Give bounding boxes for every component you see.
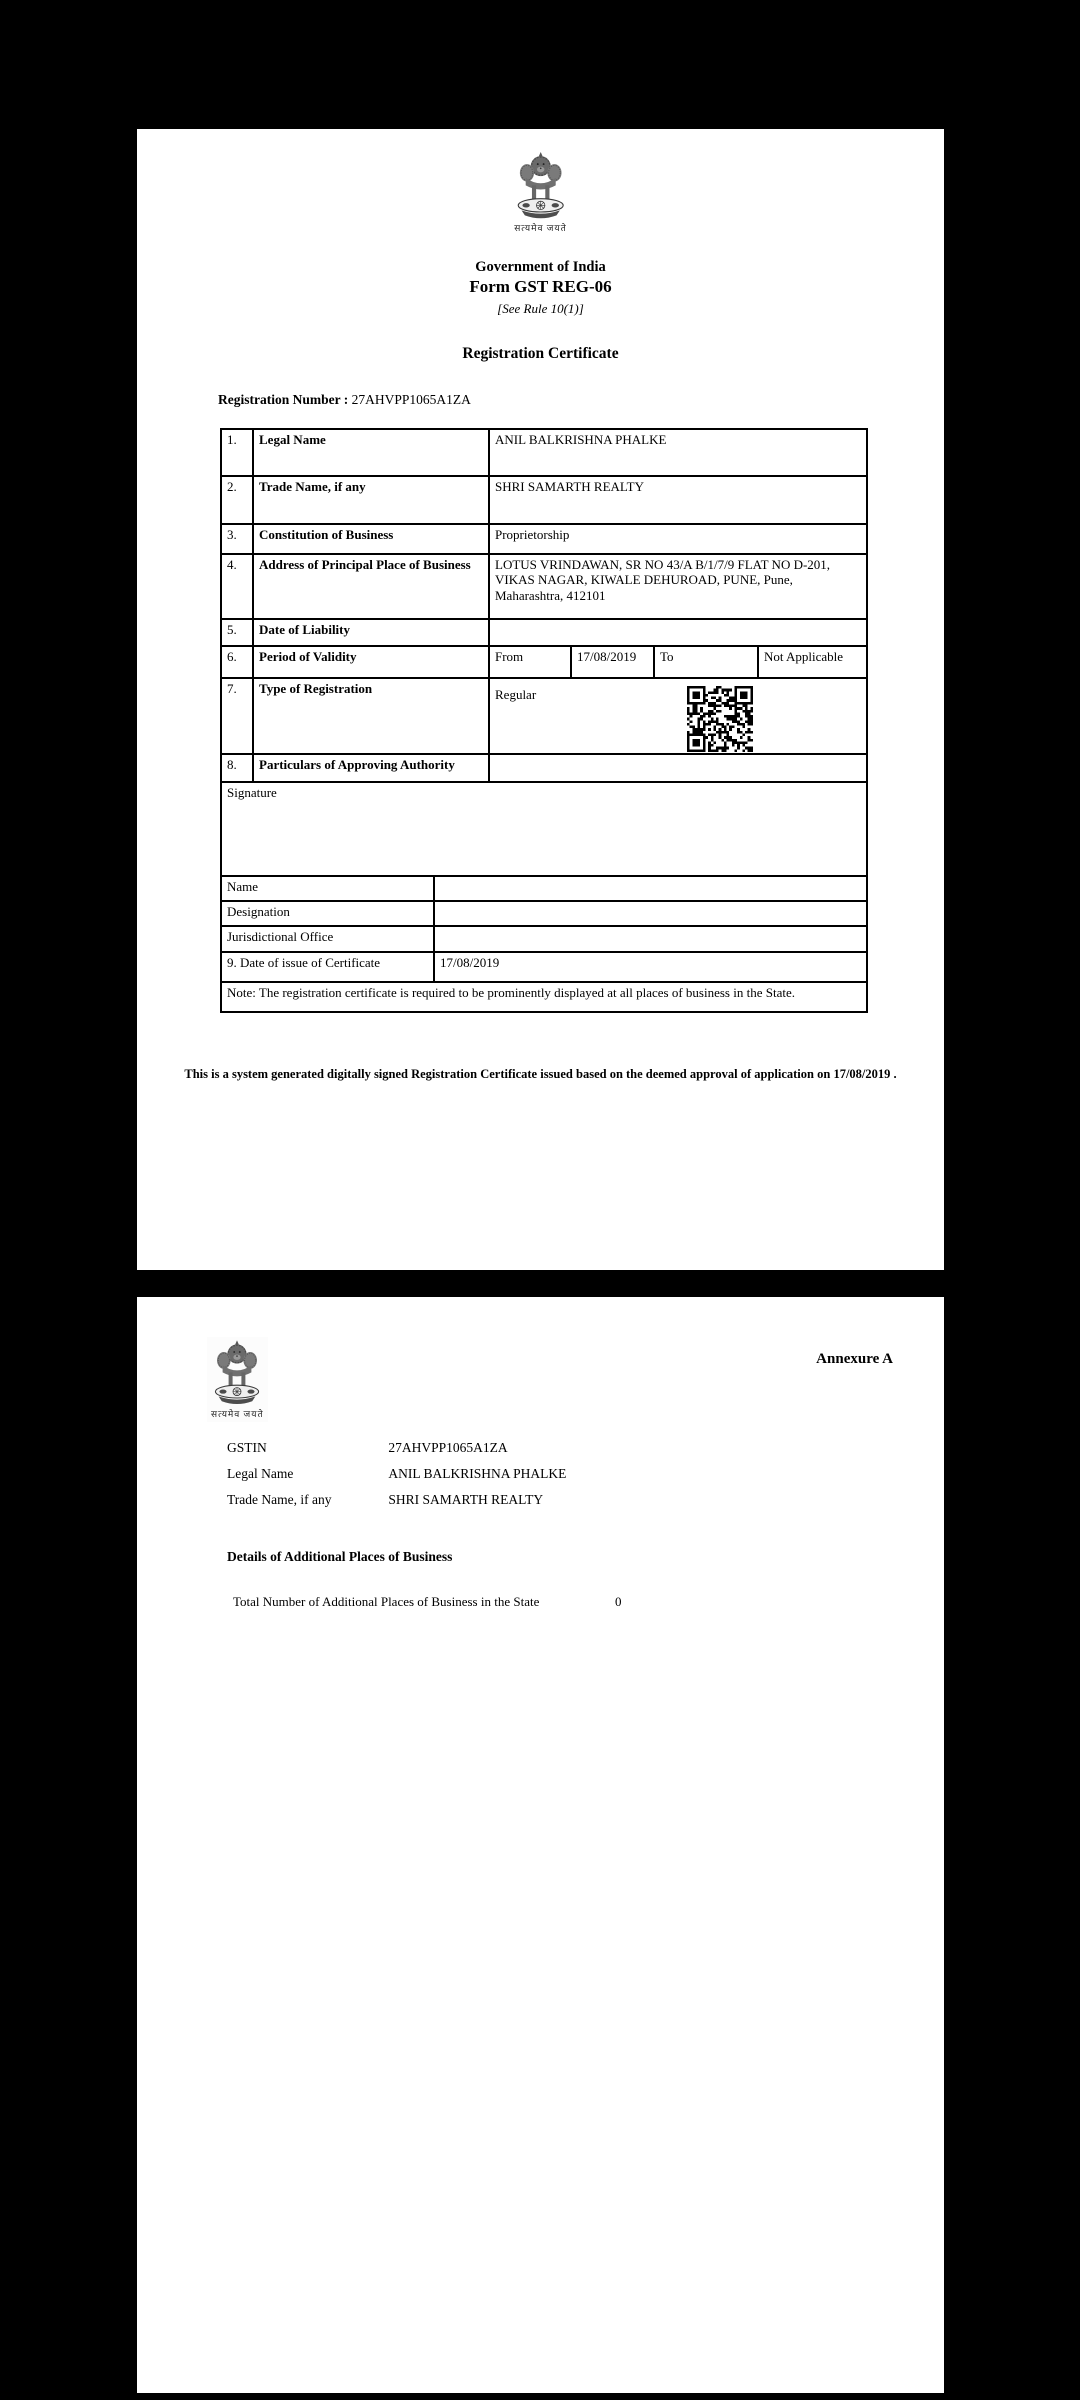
table-row <box>221 901 867 926</box>
annexure-page <box>137 1297 944 2393</box>
row-label: Date of Liability <box>253 619 489 646</box>
row-number: 4. <box>221 554 253 619</box>
total-places-value: 0 <box>615 1594 622 1609</box>
info-row <box>227 1466 566 1492</box>
row-value <box>434 876 867 901</box>
table-row <box>221 524 867 554</box>
table-row <box>221 952 867 982</box>
info-label: Legal Name <box>227 1466 294 1481</box>
registration-number-line <box>218 392 471 408</box>
row-label: Designation <box>221 901 434 926</box>
emblem-motto: सत्यमेव जयते <box>211 1409 264 1419</box>
row-number: 3. <box>221 524 253 554</box>
info-row <box>227 1492 566 1518</box>
info-value: 27AHVPP1065A1ZA <box>388 1440 508 1455</box>
row-label: Particulars of Approving Authority <box>253 754 489 784</box>
row-label: Period of Validity <box>253 646 489 678</box>
validity-to-value: Not Applicable <box>758 646 867 678</box>
ashoka-emblem-icon <box>516 151 566 223</box>
table-row <box>221 754 867 784</box>
note-row <box>221 982 867 1012</box>
table-row <box>221 619 867 646</box>
table-row <box>221 646 867 678</box>
row-value <box>489 678 867 754</box>
emblem-motto: सत्यमेव जयते <box>514 223 567 233</box>
table-row <box>221 476 867 524</box>
row-label: Trade Name, if any <box>253 476 489 524</box>
row-number: 8. <box>221 754 253 784</box>
row-value <box>434 926 867 952</box>
row-label: Legal Name <box>253 429 489 476</box>
row-label: Address of Principal Place of Business <box>253 554 489 619</box>
footer-text: This is a system generated digitally signed Registration Certificate issued based on the deemed approval of application on 17/08/2019 . <box>184 1067 897 1081</box>
annexure-label: Annexure A <box>816 1351 893 1367</box>
certificate-table <box>220 428 868 785</box>
row-number: 2. <box>221 476 253 524</box>
row-number: 6. <box>221 646 253 678</box>
row-label: Constitution of Business <box>253 524 489 554</box>
certificate-title: Registration Certificate <box>462 345 619 362</box>
signature-cell: Signature <box>221 782 867 876</box>
row-value <box>434 901 867 926</box>
signature-table <box>220 781 868 1013</box>
table-row <box>221 926 867 952</box>
row-label: Name <box>221 876 434 901</box>
row-value: SHRI SAMARTH REALTY <box>489 476 867 524</box>
row-label: Type of Registration <box>253 678 489 754</box>
certificate-page <box>137 129 944 1270</box>
government-title: Government of India <box>475 259 606 275</box>
row-value: LOTUS VRINDAWAN, SR NO 43/A B/1/7/9 FLAT NO D-201, VIKAS NAGAR, KIWALE DEHUROAD, PUNE, Pune, Maharashtra, 412101 <box>489 554 867 619</box>
form-title: Form GST REG-06 <box>469 277 612 296</box>
rule-subtitle: [See Rule 10(1)] <box>497 301 584 316</box>
row-label: 9. Date of issue of Certificate <box>221 952 434 982</box>
validity-from-value: 17/08/2019 <box>571 646 654 678</box>
registration-number-label: Registration Number : <box>218 392 349 407</box>
row-number: 7. <box>221 678 253 754</box>
details-heading: Details of Additional Places of Business <box>227 1549 453 1564</box>
total-places-label: Total Number of Additional Places of Business in the State <box>233 1594 540 1609</box>
validity-from-label: From <box>489 646 571 678</box>
table-row <box>221 782 867 876</box>
info-value: SHRI SAMARTH REALTY <box>388 1492 544 1507</box>
validity-to-label: To <box>654 646 758 678</box>
ashoka-emblem-icon <box>213 1339 261 1409</box>
info-row <box>227 1440 566 1466</box>
info-label: Trade Name, if any <box>227 1492 332 1507</box>
row-number: 1. <box>221 429 253 476</box>
note-text: Note: The registration certificate is required to be prominently displayed at all places of business in the State. <box>221 982 867 1012</box>
gstin-info-block <box>227 1440 566 1518</box>
table-row <box>221 876 867 901</box>
row-value: 17/08/2019 <box>434 952 867 982</box>
row-value: Proprietorship <box>489 524 867 554</box>
qr-code <box>687 686 753 752</box>
emblem-block <box>207 1337 268 1422</box>
row-number: 5. <box>221 619 253 646</box>
row-value <box>489 619 867 646</box>
table-row <box>221 554 867 619</box>
registration-type-value: Regular <box>495 687 537 702</box>
table-row <box>221 429 867 476</box>
info-label: GSTIN <box>227 1440 267 1455</box>
row-label: Jurisdictional Office <box>221 926 434 952</box>
emblem-block <box>514 151 567 234</box>
registration-number-value: 27AHVPP1065A1ZA <box>351 392 471 407</box>
table-row <box>221 678 867 754</box>
row-value <box>489 754 867 784</box>
info-value: ANIL BALKRISHNA PHALKE <box>388 1466 567 1481</box>
row-value: ANIL BALKRISHNA PHALKE <box>489 429 867 476</box>
